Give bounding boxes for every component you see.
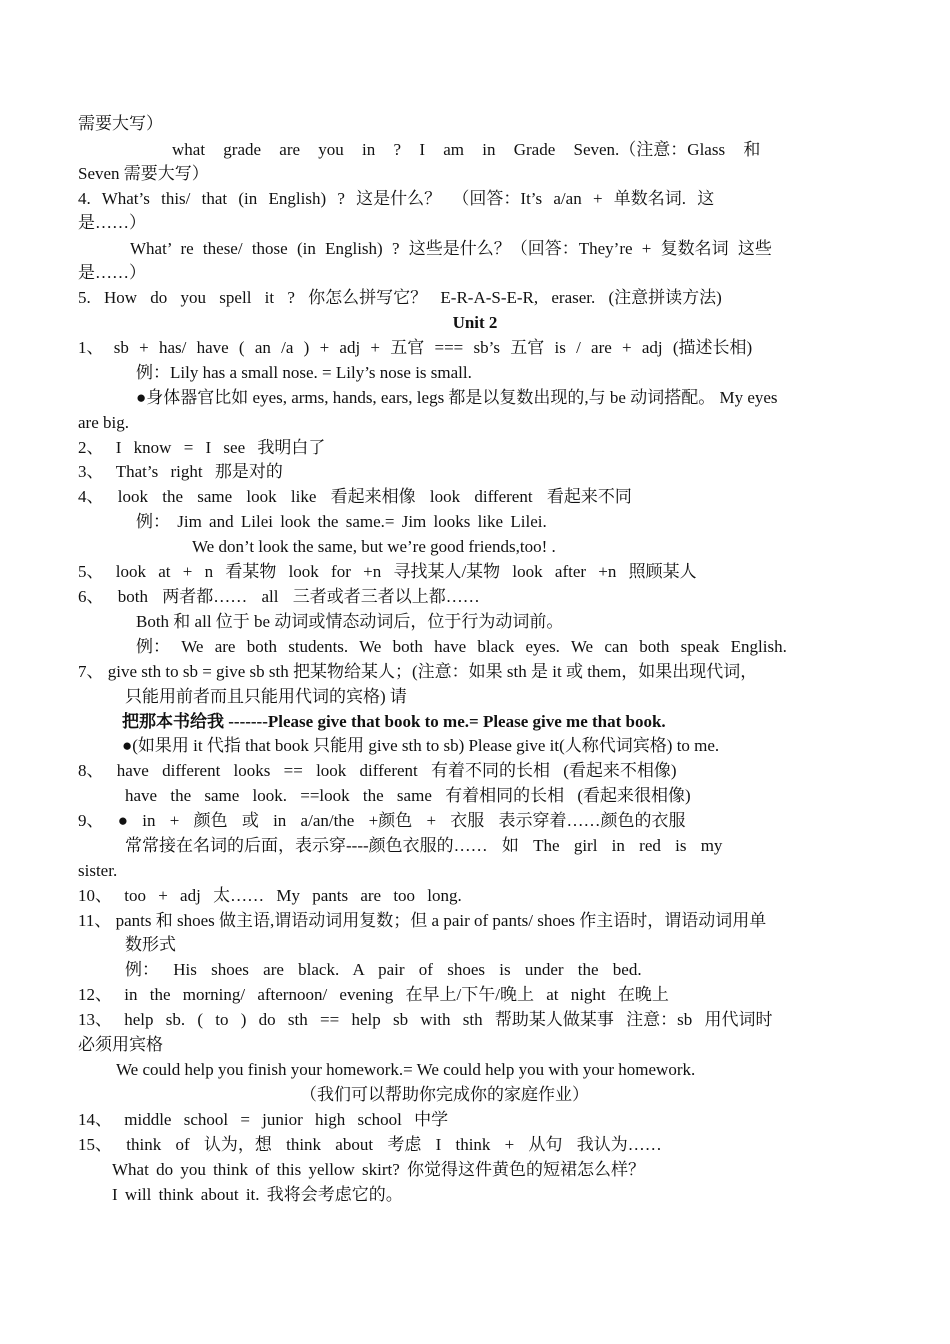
text-line: 14、 middle school = junior high school 中学: [78, 1110, 449, 1129]
text-line: We could help you finish your homework.= We could help you with your homework.: [116, 1060, 696, 1079]
text-line: what grade are you in ? I am in Grade Seven.（注意：Glass 和: [172, 140, 761, 159]
text-line: 5. How do you spell it ? 你怎么拼写它？ E-R-A-S-E-R, eraser. (注意拼读方法): [78, 288, 722, 307]
text-line: 7、 give sth to sb = give sb sth 把某物给某人；(注意：如果 sth 是 it 或 them，如果出现代词，: [78, 662, 758, 681]
text-line: 需要大写）: [78, 114, 163, 133]
text-line: 把那本书给我 -------Please give that book to me.= Please give me that book.: [122, 712, 666, 731]
text-line: Seven 需要大写）: [78, 164, 209, 183]
text-line: ●身体器官比如 eyes, arms, hands, ears, legs 都是以复数出现的,与 be 动词搭配。 My eyes: [136, 388, 778, 407]
text-line: 常常接在名词的后面，表示穿----颜色衣服的…… 如 The girl in red is my: [125, 836, 723, 855]
text-line: 数形式: [125, 935, 176, 954]
text-line: 8、 have different looks == look different 有着不同的长相 (看起来不相像): [78, 761, 677, 780]
text-line: 必须用宾格: [78, 1035, 163, 1054]
text-line: 2、 I know = I see 我明白了: [78, 438, 326, 457]
text-line: We don’t look the same, but we’re good friends,too! .: [192, 537, 556, 556]
text-line: 是……）: [78, 213, 146, 232]
text-line: 4. What’s this/ that (in English) ? 这是什么？ （回答：It’s a/an + 单数名词. 这: [78, 189, 715, 208]
text-line: 例： His shoes are black. A pair of shoes is under the bed.: [125, 960, 642, 979]
text-line: 15、 think of 认为，想 think about 考虑 I think + 从句 我认为……: [78, 1135, 662, 1154]
text-line: 9、 ● in + 颜色 或 in a/an/the +颜色 + 衣服 表示穿着……颜色的衣服: [78, 811, 686, 830]
text-line: 12、 in the morning/ afternoon/ evening 在早上/下午/晚上 at night 在晚上: [78, 985, 669, 1004]
text-line: have the same look. ==look the same 有着相同的长相 (看起来很相像): [125, 786, 691, 805]
text-line: are big.: [78, 413, 129, 432]
text-line: 3、 That’s right 那是对的: [78, 462, 283, 481]
text-line: 6、 both 两者都…… all 三者或者三者以上都……: [78, 587, 480, 606]
text-line: 1、 sb + has/ have ( an /a ) + adj + 五官 === sb’s 五官 is / are + adj (描述长相): [78, 338, 753, 357]
text-line: I will think about it. 我将会考虑它的。: [112, 1185, 403, 1204]
text-line: sister.: [78, 861, 118, 880]
text-line: 5、 look at + n 看某物 look for +n 寻找某人/某物 look after +n 照顾某人: [78, 562, 697, 581]
text-line: 例：Lily has a small nose. = Lily’s nose is small.: [136, 363, 472, 382]
text-line: ●(如果用 it 代指 that book 只能用 give sth to sb) Please give it(人称代词宾格) to me.: [122, 736, 720, 755]
text-line: 是……）: [78, 263, 146, 282]
text-line: What’ re these/ those (in English) ? 这些是什么？（回答：They’re + 复数名词 这些: [130, 239, 772, 258]
text-line: 例： Jim and Lilei look the same.= Jim looks like Lilei.: [136, 512, 547, 531]
text-line: 11、 pants 和 shoes 做主语,谓语动词用复数；但 a pair of pants/ shoes 作主语时，谓语动词用单: [78, 911, 767, 930]
unit-heading: Unit 2: [452, 313, 498, 332]
text-line: Both 和 all 位于 be 动词或情态动词后，位于行为动词前。: [136, 612, 564, 631]
text-line: 例： We are both students. We both have black eyes. We can both speak English.: [136, 637, 787, 656]
text-line: 4、 look the same look like 看起来相像 look different 看起来不同: [78, 487, 632, 506]
text-line: 13、 help sb. ( to ) do sth == help sb with sth 帮助某人做某事 注意：sb 用代词时: [78, 1010, 773, 1029]
text-line: What do you think of this yellow skirt? 你觉得这件黄色的短裙怎么样？: [112, 1160, 646, 1179]
text-line: 10、 too + adj 太…… My pants are too long.: [78, 886, 462, 905]
text-line: 只能用前者而且只能用代词的宾格) 请: [125, 687, 407, 706]
text-line: （我们可以帮助你完成你的家庭作业）: [300, 1085, 589, 1104]
